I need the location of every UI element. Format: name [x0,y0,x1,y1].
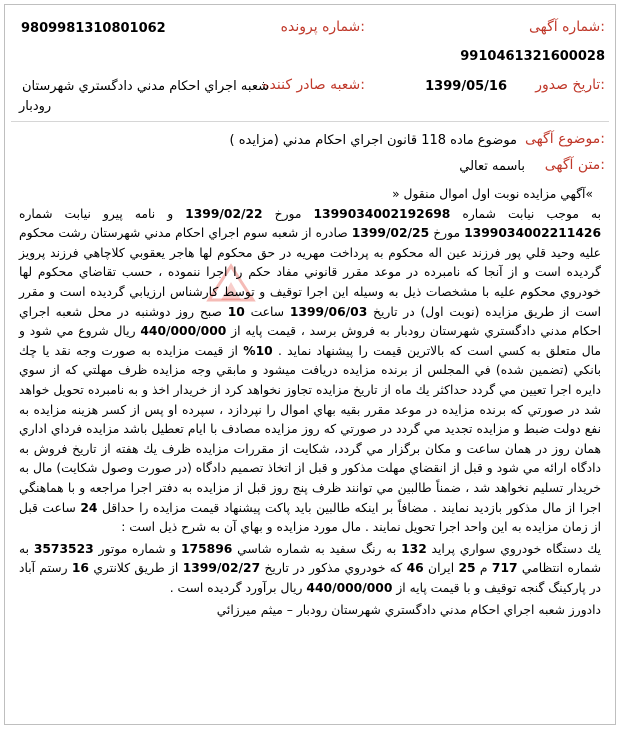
paragraph2-run: 175896 [181,541,233,556]
subject-value: موضوع ماده 118 قانون اجراي احكام مدني (مزايده ) [229,133,517,148]
paragraph2-run: يك دستگاه خودروي سواري پرايد [426,541,601,556]
body-paragraph-2 [19,540,601,599]
ad-number-label: :شماره آگهی [528,19,605,35]
issuing-branch-value-line1: شعبه اجراي احكام مدني دادگستري شهرستان [21,79,269,94]
paragraph1-run: ساعت قبل از زمان مزايده به اين واحد اجرا تحويل نمايند . مال مورد مزايده و بهاي آن به شرح ذيل است : [19,500,601,535]
paragraph2-run: به شماره انتظامي [19,541,601,576]
paragraph1-run: صبح روز دوشنبه در محل شعبه اجراي احكام مدني دادگستري شهرستان رودبار به فروش برسد ، قيمت پايه از [19,304,602,339]
paragraph1-run: و نامه پيرو نيابت شماره [19,206,186,221]
case-number-value: 9809981310801062 [21,21,166,36]
issue-date-value: 1399/05/16 [425,79,507,94]
notice-body [19,185,601,621]
signature: دادورز شعبه اجراي احكام مدني دادگستري شهرستان رودبار – ميثم ميرزائي [216,603,601,618]
paragraph1-run: ريال شروع مي شود و مال متعلق به كسي است كه بالاترين قيمت را پيشنهاد نمايد . [19,324,601,358]
paragraph2-run: 440/000/000 [306,580,393,595]
paragraph2-run: 46 [406,561,424,576]
paragraph1-run: 10 [227,304,245,319]
paragraph2-run: م [475,561,492,576]
paragraph2-run: 132 [401,541,427,556]
paragraph2-run: كه خودروي مذكور در تاريخ [260,561,407,576]
paragraph1-run: مورخ [262,206,314,221]
paragraph2-run: 25 [458,561,476,576]
body-title: »آگهي مزايده نوبت اول اموال منقول « [392,187,593,201]
paragraph2-run: 3573523 [33,541,94,556]
paragraph1-run: 1399/02/22 [185,206,263,221]
paragraph1-run: صادره از شعبه سوم اجراي احكام مدني شهرستان رشت محكوم عليه وحيد قلي پور فرزند عين اله محكوم به پرداخت مهريه در حق محكوم لها هاجر يعقوبي كلاچاهي فرزند پرويز گرديده است و از آنجا كه نامبرده در موعد مقرر قانوني مفاد حكم را اجرا ننموده ، حسب تقاضاي محكوم لها خودروي محكوم عليه با مشخصات ذيل به وسيله اين اجرا توقيف و توسط كارشناس ارزيابي گرديده است و مقرر است از طريق مزايده (نوبت اول) در تاريخ [19,226,601,319]
paragraph2-run: ايران [423,561,459,576]
subject-label: :موضوع آگهی [524,131,605,147]
paragraph2-run: ريال برآورد گرديده است . [169,580,307,595]
issuing-branch-value-line2: رودبار [19,99,52,114]
body-paragraph-1 [19,205,601,538]
paragraph1-run: 24 [80,500,98,515]
paragraph1-run: 1399034002192698 [313,206,451,221]
paragraph2-run: 16 [71,561,89,576]
notice-page [4,4,616,725]
case-number-label: :شماره پرونده [280,19,365,35]
paragraph2-run: 717 [491,561,518,576]
paragraph2-run: و شماره موتور [93,541,181,556]
paragraph2-run: به رنگ سفيد به شماره شاسي [232,541,402,556]
paragraph1-run: 10% [243,343,273,358]
paragraph1-run: ساعت [244,304,290,319]
ad-number-value: 9910461321600028 [460,49,605,64]
paragraph2-run: رستم آباد در پاركينگ گنجه توقيف و با قيمت پايه از [19,561,601,595]
divider [11,121,609,122]
text-label: :متن آگهی [544,157,605,173]
paragraph1-run: به موجب نيابت شماره [450,206,602,221]
paragraph1-run: 1399034002211426 [464,226,602,241]
paragraph2-run: 1399/02/27 [182,561,261,576]
paragraph1-run: مورخ [429,226,465,241]
paragraph1-run: از قيمت مزايده به صورت وجه نقد يا چك بانكي (تضمين شده) في المجلس از برنده مزايده دريافت ميشود و مابقي وجه مزايده ظرف مهلتي كه از سوي دايره اجرا تعيين مي گردد حداكثر يك ماه از تاريخ مزايده تجاوز نخواهد كرد از خريدار اخذ و به نامبرده تحويل خواهد شد در صورتي كه برنده مزايده در موعد مقرر بقيه بهاي اموال را نپردازد ، سپرده او پس از كسر هزينه مزايده به نفع دولت ضبط و مزايده تجديد مي گردد در صورتي كه روز مزايده مصادف با ايام تعطيل باشد مزايده فرداي اداري همان روز در همان ساعت و مكان برگزار مي گردد، شكايت از مقررات مزايده ظرف يك هفته از تاريخ فروش به دادگاه ارائه مي شود و قبل از انقضاي مهلت مذكور و قبل از اتخاذ تصميم دادگاه (در صورت وصول شكايت) مال به خريدار تسليم نخواهد شد ، ضمناً طالبين مي توانند ظرف پنج روز قبل از مزايده به دفتر اجرا مراجعه و با هماهنگي اجرا از مال مذكور بازديد نمايند . مضافاً بر اينكه طالبين بايد پاكت پيشنهاد قيمت مزايده را حداقل [19,343,602,515]
greeting: باسمه تعالي [459,159,525,174]
issue-date-label: :تاریخ صدور [535,77,605,93]
paragraph2-run: از طريق كلانتري [89,561,183,576]
issuing-branch-label: :شعبه صادر کننده [262,77,365,93]
paragraph1-run: 1399/02/25 [351,226,430,241]
paragraph1-run: 1399/06/03 [289,304,368,319]
paragraph1-run: 440/000/000 [140,324,227,339]
